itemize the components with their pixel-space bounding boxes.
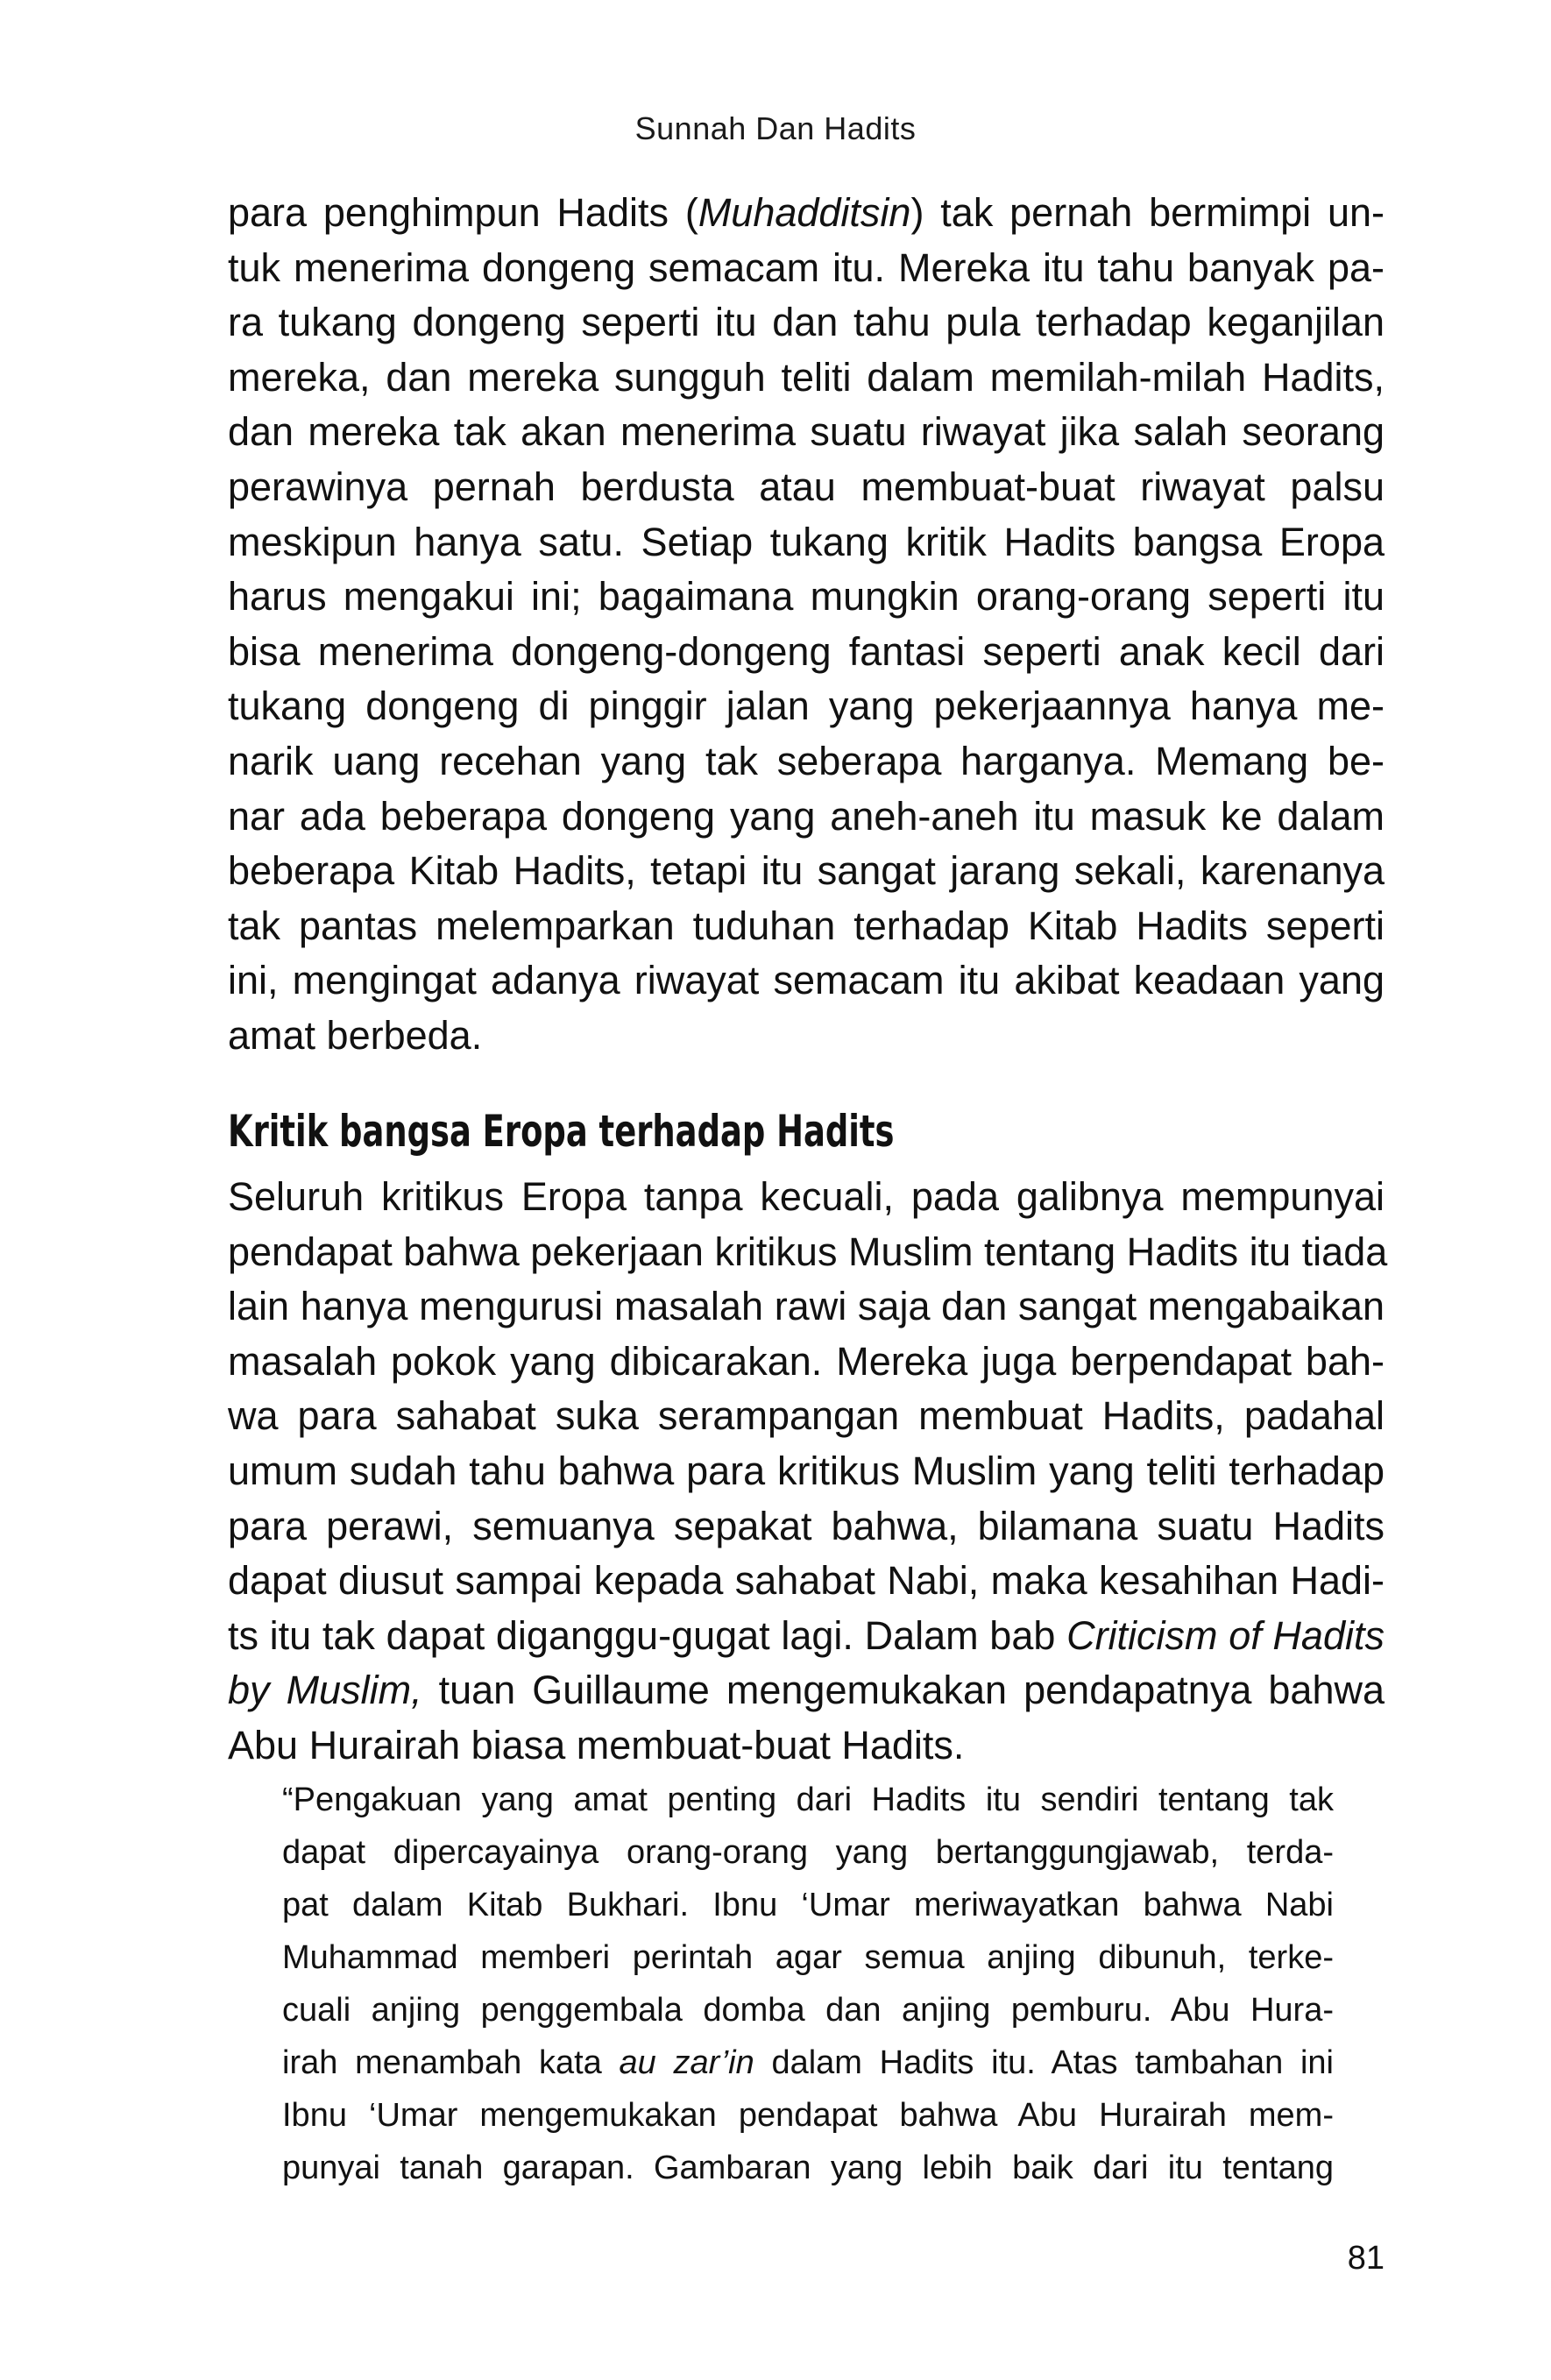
quote-line: Ibnu ‘Umar mengemukakan pendapat bahwa Abu Hurairah mem- (282, 2097, 1334, 2134)
text-line: tuk menerima dongeng semacam itu. Mereka itu tahu banyak pa- (228, 244, 1385, 290)
quote-line: pat dalam Kitab Bukhari. Ibnu ‘Umar meriwayatkan bahwa Nabi (282, 1887, 1334, 1923)
text-line: nar ada beberapa dongeng yang aneh-aneh itu masuk ke dalam (228, 793, 1385, 839)
text-line: Seluruh kritikus Eropa tanpa kecuali, pada galibnya mempunyai (228, 1174, 1385, 1219)
italic-term: au zar’in (619, 2044, 754, 2081)
text-line: bisa menerima dongeng-dongeng fantasi seperti anak kecil dari (228, 628, 1385, 674)
text-line: by Muslim, tuan Guillaume mengemukakan pendapatnya bahwa (228, 1668, 1385, 1713)
section-heading: Kritik bangsa Eropa terhadap Hadits (228, 1106, 895, 1157)
text-line: dapat diusut sampai kepada sahabat Nabi, maka kesahihan Hadi- (228, 1558, 1385, 1604)
text-line: dan mereka tak akan menerima suatu riwayat jika salah seorang (228, 409, 1385, 455)
italic-title: Criticism of Hadits (1066, 1612, 1385, 1658)
quote-line: dapat dipercayainya orang-orang yang bertanggungjawab, terda- (282, 1834, 1334, 1871)
text-line: beberapa Kitab Hadits, tetapi itu sangat jarang sekali, karenanya (228, 848, 1385, 894)
italic-term: Muhadditsin (698, 190, 911, 235)
quote-line: “Pengakuan yang amat penting dari Hadits itu sendiri tentang tak (282, 1781, 1334, 1818)
text-line: umum sudah tahu bahwa para kritikus Muslim yang teliti terhadap (228, 1448, 1385, 1493)
text-line: narik uang recehan yang tak seberapa harganya. Memang be- (228, 738, 1385, 783)
quote-line: cuali anjing penggembala domba dan anjing pemburu. Abu Hura- (282, 1992, 1334, 2029)
quote-line: Muhammad memberi perintah agar semua anjing dibunuh, terke- (282, 1939, 1334, 1976)
text-line: ts itu tak dapat diganggu-gugat lagi. Dalam bab Criticism of Hadits (228, 1612, 1385, 1658)
text-line: pendapat bahwa pekerjaan kritikus Muslim tentang Hadits itu tiada (228, 1229, 1388, 1274)
text-line: amat berbeda. (228, 1012, 483, 1058)
text-line: ra tukang dongeng seperti itu dan tahu pula terhadap keganjilan (228, 300, 1385, 345)
text-line: tukang dongeng di pinggir jalan yang pekerjaannya hanya me- (228, 684, 1385, 729)
text-line: Abu Hurairah biasa membuat-buat Hadits. (228, 1722, 965, 1767)
text-line: lain hanya mengurusi masalah rawi saja dan sangat mengabaikan (228, 1284, 1385, 1329)
text-line: wa para sahabat suka serampangan membuat Hadits, padahal (228, 1393, 1385, 1439)
text-line: meskipun hanya satu. Setiap tukang kritik Hadits bangsa Eropa (228, 519, 1385, 564)
italic-title: by Muslim, (228, 1668, 422, 1713)
running-title: Sunnah Dan Hadits (634, 110, 917, 146)
text-line: harus mengakui ini; bagaimana mungkin orang-orang seperti itu (228, 574, 1385, 620)
text-line: para perawi, semuanya sepakat bahwa, bilamana suatu Hadits (228, 1503, 1385, 1548)
body-paragraph-1 (228, 186, 1385, 1064)
text-line: masalah pokok yang dibicarakan. Mereka juga berpendapat bah- (228, 1338, 1385, 1384)
text-line: mereka, dan mereka sungguh teliti dalam memilah-milah Hadits, (228, 354, 1385, 400)
quote-line: punyai tanah garapan. Gambaran yang lebih baik dari itu tentang (282, 2150, 1334, 2186)
quote-line: irah menambah kata au zar’in dalam Hadits itu. Atas tambahan ini (282, 2044, 1334, 2081)
block-quote (282, 1774, 1334, 2194)
body-paragraph-2 (228, 1170, 1388, 1774)
page-number: 81 (1347, 2240, 1385, 2277)
text-line: para penghimpun Hadits (Muhadditsin) tak pernah bermimpi un- (228, 190, 1385, 235)
text-line: ini, mengingat adanya riwayat semacam itu akibat keadaan yang (228, 958, 1385, 1003)
text-line: tak pantas melemparkan tuduhan terhadap Kitab Hadits seperti (228, 903, 1385, 948)
text-line: perawinya pernah berdusta atau membuat-buat riwayat palsu (228, 464, 1385, 509)
